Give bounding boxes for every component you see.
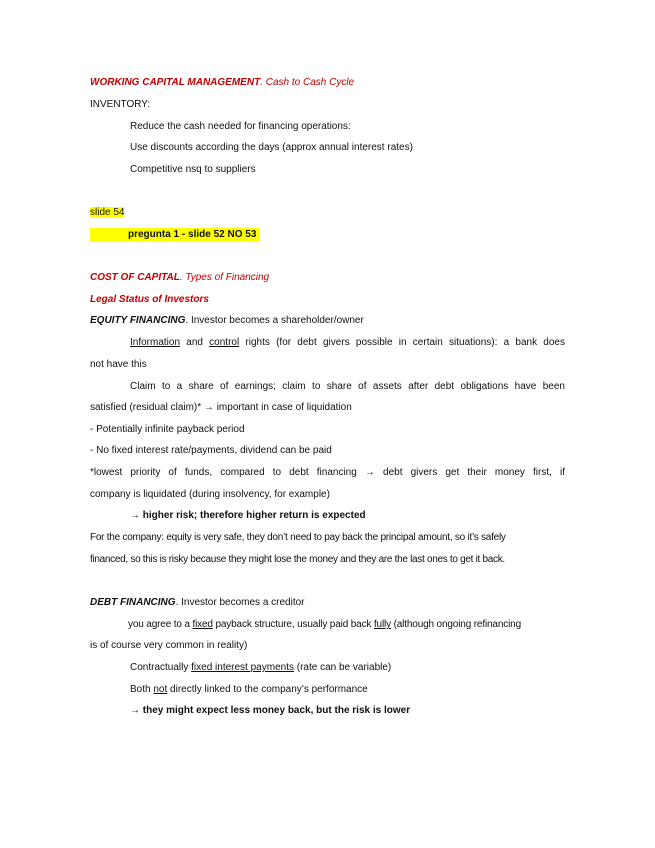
agree-pre-text: you agree to a	[128, 619, 193, 630]
wcm-item-2: Use discounts according the days (approx annual interest rates)	[130, 142, 413, 153]
agree-mid-text: payback structure, usually paid back	[212, 619, 374, 630]
equity-lowest-line-2: company is liquidated (during insolvency, for example)	[90, 489, 330, 500]
pregunta-note: pregunta 1 - slide 52 NO 53	[128, 229, 257, 240]
coc-heading	[90, 272, 565, 284]
inventory-label: INVENTORY:	[90, 99, 151, 110]
wcm-subtitle: . Cash to Cash Cycle	[260, 77, 355, 88]
debt-expect-line: → they might expect less money back, but the risk is lower	[130, 705, 411, 716]
wcm-title: WORKING CAPITAL MANAGEMENT	[90, 77, 261, 88]
equity-label: EQUITY FINANCING	[90, 315, 186, 326]
equity-company-line-1: For the company: equity is very safe, they don’t need to pay back the principal amount, so it’s safely	[90, 532, 506, 543]
equity-bullet-1: - Potentially infinite payback period	[90, 424, 245, 435]
and-text: and	[180, 337, 210, 348]
debt-agree-cont: is of course very common in reality)	[90, 640, 248, 651]
wcm-item-3: Competitive nsq to suppliers	[130, 164, 256, 175]
wcm-item-1: Reduce the cash needed for financing operations:	[130, 121, 351, 132]
slide-note	[90, 207, 565, 219]
equity-intro: . Investor becomes a shareholder/owner	[185, 315, 364, 326]
control-text: control	[209, 337, 240, 348]
equity-heading	[90, 315, 565, 327]
wcm-heading	[90, 77, 565, 89]
equity-higher-risk: → higher risk; therefore higher return is expected	[130, 510, 366, 521]
equity-lowest-line-1: *lowest priority of funds, compared to debt financing → debt givers get their money first, if	[90, 467, 565, 478]
debt-label: DEBT FINANCING	[90, 597, 176, 608]
rights-rest-text: rights (for debt givers possible in certain situations): a bank does	[239, 337, 565, 348]
legal-status-heading: Legal Status of Investors	[90, 294, 209, 305]
debt-both-line	[130, 684, 565, 696]
equity-company-line-2: financed, so this is risky because they might lose the money and they are the last ones to get it back.	[90, 554, 505, 565]
contract-pre-text: Contractually	[130, 662, 192, 673]
fixed-text: fixed	[192, 619, 213, 630]
coc-title: COST OF CAPITAL	[90, 272, 180, 283]
fully-text: fully	[373, 619, 391, 630]
equity-claim-line-2: satisfied (residual claim)* → important in case of liquidation	[90, 402, 352, 413]
debt-heading	[90, 597, 565, 609]
debt-intro: . Investor becomes a creditor	[175, 597, 305, 608]
equity-rights-line	[130, 337, 565, 349]
not-text: not	[153, 684, 168, 695]
both-post-text: directly linked to the company’s performance	[167, 684, 368, 695]
equity-rights-cont: not have this	[90, 359, 147, 370]
coc-subtitle: . Types of Financing	[179, 272, 270, 283]
equity-bullet-2: - No fixed interest rate/payments, dividend can be paid	[90, 445, 332, 456]
agree-post-text: (although ongoing refinancing	[390, 619, 521, 630]
slide-note-text: slide 54	[90, 207, 125, 218]
debt-agree-line	[128, 619, 565, 631]
equity-claim-line-1: Claim to a share of earnings; claim to share of assets after debt obligations have been	[130, 381, 565, 392]
contract-post-text: (rate can be variable)	[293, 662, 392, 673]
information-text: Information	[130, 337, 181, 348]
debt-contract-line	[130, 662, 565, 674]
fixed-interest-text: fixed interest payments	[191, 662, 294, 673]
both-pre-text: Both	[130, 684, 154, 695]
